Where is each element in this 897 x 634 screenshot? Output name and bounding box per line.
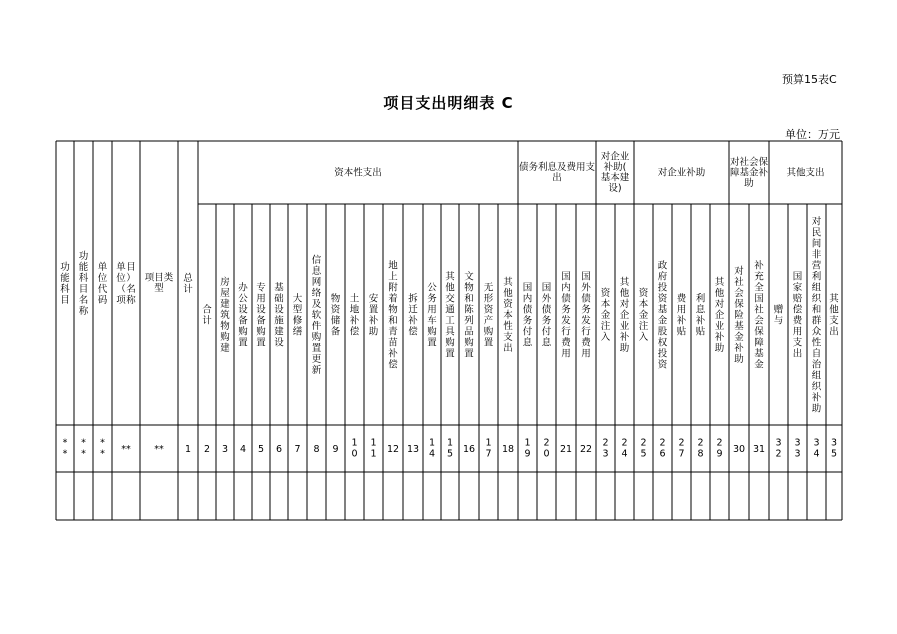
column-header: 拆迁补偿 <box>408 293 418 338</box>
index-cell: 2 <box>203 444 211 455</box>
index-cell: 30 <box>732 444 746 455</box>
column-header: 房屋建筑物购建 <box>220 277 230 354</box>
index-cell: 1 5 <box>446 437 454 460</box>
index-cell: 2 8 <box>697 437 704 460</box>
column-header: 单位（项目）名称 <box>116 262 136 306</box>
index-cell: 2 5 <box>640 437 647 460</box>
column-header: 专用设备购置 <box>256 282 266 349</box>
index-cell: 9 <box>332 444 339 455</box>
column-header: 其他对企业补助 <box>619 277 630 354</box>
index-cell: 13 <box>406 444 420 455</box>
index-cell: 2 4 <box>621 437 628 460</box>
column-header: 总计 <box>183 273 193 295</box>
column-header: 政府投资基金股权投资 <box>657 260 668 371</box>
unit-label: 单位：万元 <box>785 128 840 141</box>
index-cell: 6 <box>275 444 283 455</box>
column-header: 国家赔偿费用支出 <box>792 271 803 360</box>
index-cell: * * <box>81 437 86 460</box>
column-header: 国内债务发行费用 <box>561 271 571 360</box>
column-header: 国外债务付息 <box>541 282 552 349</box>
column-header: 资本金注入 <box>600 288 611 343</box>
group-header-other: 其他支出 <box>786 167 825 179</box>
index-cell: 8 <box>313 444 320 455</box>
index-cell: 16 <box>462 444 476 455</box>
column-header: 文物和陈列品购置 <box>464 271 474 360</box>
index-cell: 12 <box>386 444 400 455</box>
index-cell: 18 <box>501 444 515 455</box>
index-cell: 2 7 <box>678 437 685 460</box>
column-header: 费用补贴 <box>676 293 687 338</box>
column-header: 对社会保险基金补助 <box>734 266 744 365</box>
column-header: 单位代码 <box>97 262 108 306</box>
column-header: 补充全国社会保障基金 <box>754 260 764 371</box>
column-header: 信息网络及软件购置更新 <box>311 255 322 376</box>
group-header-social_security: 对社会保障基金补助 <box>729 156 769 189</box>
column-header: 其他对企业补助 <box>714 277 725 354</box>
column-header: 地上附着物和青苗补偿 <box>388 260 398 371</box>
index-cell: 1 7 <box>485 437 492 460</box>
index-cell: 21 <box>559 444 573 455</box>
column-header: 基础设施建设 <box>274 282 284 349</box>
column-header: 其他交通工具购置 <box>445 271 455 360</box>
index-cell: 22 <box>579 444 593 455</box>
column-header: 国内债务付息 <box>522 282 533 349</box>
group-header-debt: 债务利息及费用支出 <box>518 162 596 184</box>
index-cell: 1 9 <box>524 437 531 460</box>
index-cell: 1 1 <box>370 437 377 460</box>
column-header: 资本金注入 <box>638 288 649 343</box>
column-header: 国外债务发行费用 <box>581 271 591 360</box>
index-cell: 3 2 <box>775 437 782 460</box>
column-header: 项目类型 <box>144 272 174 295</box>
index-cell: 2 3 <box>602 437 609 460</box>
column-header: 其他资本性支出 <box>503 277 513 354</box>
index-cell: 1 4 <box>428 437 436 460</box>
column-header: 无形资产购置 <box>483 282 494 349</box>
column-header: 其他支出 <box>829 293 839 338</box>
column-header: 对民间非营利组织和群众性自治组织补助 <box>811 216 822 415</box>
index-cell: 2 6 <box>659 437 666 460</box>
group-header-capital: 资本性支出 <box>334 167 382 179</box>
index-cell: 1 <box>184 444 192 455</box>
index-cell: 7 <box>294 444 301 455</box>
form-number: 预算15表C <box>782 73 837 86</box>
index-cell: 2 0 <box>543 437 550 460</box>
index-cell: 1 0 <box>351 437 358 460</box>
column-header: 功能科目名称 <box>78 251 89 317</box>
column-header: 土地补偿 <box>349 293 360 338</box>
index-cell: 5 <box>257 444 265 455</box>
column-header: 大型修缮 <box>292 293 303 338</box>
column-header: 赠与 <box>773 304 784 327</box>
column-header: 办公设备购置 <box>238 282 248 349</box>
column-header: 利息补贴 <box>695 293 706 338</box>
index-cell: 3 5 <box>830 437 838 460</box>
group-header-enterprise_capital: 对企业补助(基本建设) <box>600 151 630 195</box>
index-cell: 3 <box>221 444 229 455</box>
index-cell: 3 4 <box>813 437 820 460</box>
index-cell: 4 <box>239 444 247 455</box>
column-header: 合计 <box>202 304 212 327</box>
index-cell: * * <box>100 437 105 460</box>
column-header: 功能科目 <box>60 262 70 306</box>
index-cell: * * <box>62 437 68 460</box>
index-cell: ** <box>154 444 164 455</box>
index-cell: 3 3 <box>794 437 801 460</box>
column-header: 物资储备 <box>330 293 341 338</box>
index-cell: ** <box>121 444 131 455</box>
index-cell: 2 9 <box>716 437 723 460</box>
column-header: 公务用车购置 <box>427 282 437 349</box>
page-title: 项目支出明细表 C <box>383 94 514 112</box>
group-header-enterprise_subsidy: 对企业补助 <box>657 167 706 179</box>
column-header: 安置补助 <box>368 293 379 338</box>
index-cell: 31 <box>752 444 766 455</box>
